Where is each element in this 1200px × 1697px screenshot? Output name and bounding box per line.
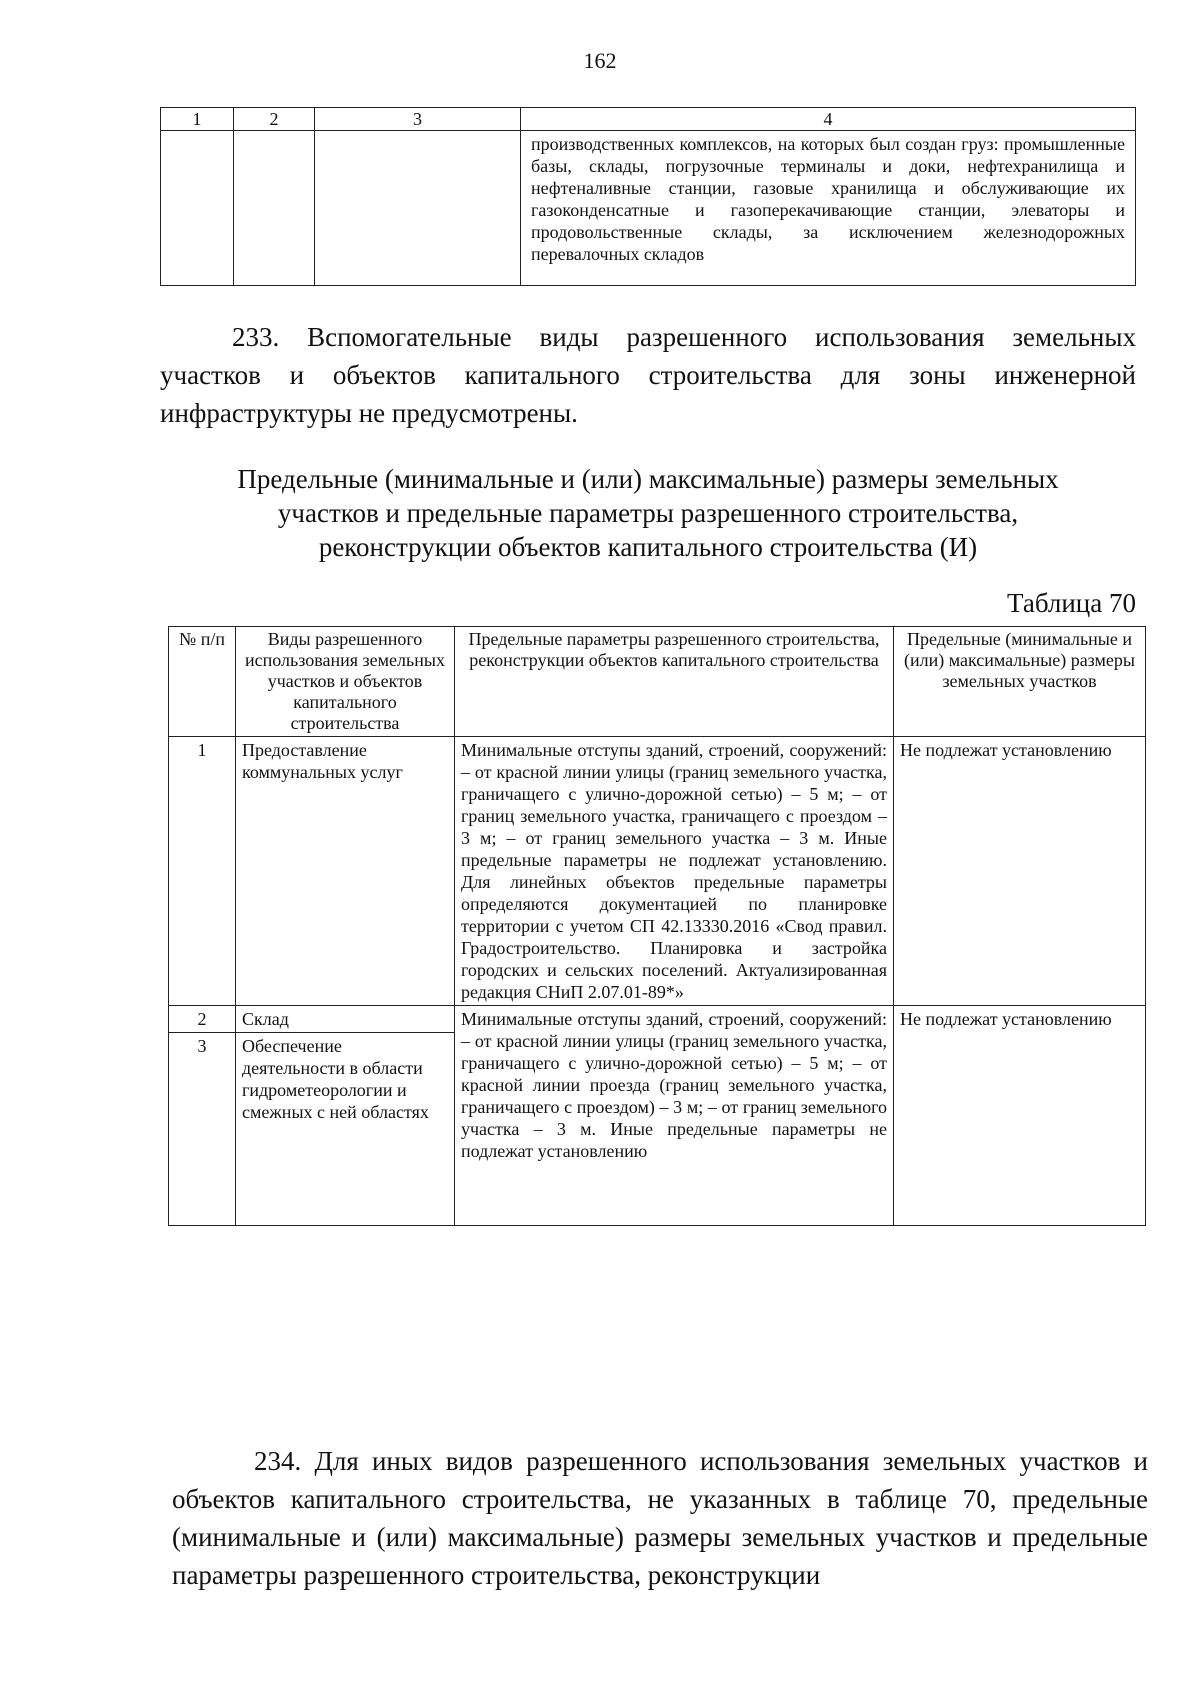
table-caption: Таблица 70 xyxy=(1007,588,1136,618)
section-heading xyxy=(160,462,1136,564)
row-type: Предоставление коммунальных услуг xyxy=(236,737,455,1006)
table-row xyxy=(169,1006,1146,1033)
continuation-table-header xyxy=(161,108,1136,131)
continuation-table-row xyxy=(161,131,1136,286)
cell-col-4: производственных комплексов, на которых был создан груз: промышленные базы, склады, погрузочные терминалы и доки, нефтехранилища и нефтеналивные станции, газовые хранилища и обслуживающие их газоконденсатные и газоперекачивающие станции, элеваторы и продовольственные склады, за исключением железнодорожных перевалочных складов xyxy=(521,131,1136,286)
row-num: 1 xyxy=(169,737,236,1006)
cell-col-3 xyxy=(315,131,521,286)
row-num: 2 xyxy=(169,1006,236,1033)
row-params-merged: Минимальные отступы зданий, строений, сооружений: – от красной линии улицы (границ земельного участка, граничащего с улично-дорожной сетью) – 5 м; – от красной линии проезда (границ земельного участка, граничащего с проездом) – 3 м; – от границ земельного участка – 3 м. Иные предельные параметры не подлежат установлению xyxy=(455,1006,894,1226)
header-col-1: 1 xyxy=(161,108,234,131)
header-col-4: 4 xyxy=(521,108,1136,131)
header-params: Предельные параметры разрешенного строительства, реконструкции объектов капитального строительства xyxy=(455,627,894,737)
row-type: Склад xyxy=(236,1006,455,1033)
heading-line-1: Предельные (минимальные и (или) максимальные) размеры земельных xyxy=(237,464,1059,494)
row-type: Обеспечение деятельности в области гидрометеорологии и смежных с ней областях xyxy=(236,1033,455,1226)
row-sizes-merged: Не подлежат установлению xyxy=(894,1006,1146,1226)
heading-line-3: реконструкции объектов капитального строительства (И) xyxy=(318,532,978,562)
table-70-header xyxy=(169,627,1146,737)
table-row xyxy=(169,737,1146,1006)
heading-line-2: участков и предельные параметры разрешенного строительства, xyxy=(277,498,1019,528)
continuation-table xyxy=(160,107,1136,286)
table-70 xyxy=(168,626,1146,1226)
row-params: Минимальные отступы зданий, строений, сооружений: – от красной линии улицы (границ земельного участка, граничащего с улично-дорожной сетью) – 5 м; – от границ земельного участка, граничащего с проездом – 3 м; – от границ земельного участка – 3 м. Иные предельные параметры не подлежат установлению. Для линейных объектов предельные параметры определяются документацией по планировке территории с учетом СП 42.13330.2016 «Свод правил. Градостроительство. Планировка и застройка городских и сельских поселений. Актуализированная редакция СНиП 2.07.01-89*» xyxy=(455,737,894,1006)
header-types: Виды разрешенного использования земельных участков и объектов капитального строительства xyxy=(236,627,455,737)
paragraph-234: 234. Для иных видов разрешенного использования земельных участков и объектов капитального строительства, не указанных в таблице 70, предельные (минимальные и (или) максимальные) размеры земельных участков и предельные параметры разрешенного строительства, реконструкции xyxy=(172,1446,1148,1590)
row-num: 3 xyxy=(169,1033,236,1226)
header-sizes: Предельные (минимальные и (или) максимальные) размеры земельных участков xyxy=(894,627,1146,737)
cell-col-1 xyxy=(161,131,234,286)
row-sizes: Не подлежат установлению xyxy=(894,737,1146,1006)
header-num: № п/п xyxy=(169,627,236,737)
paragraph-233: 233. Вспомогательные виды разрешенного использования земельных участков и объектов капитального строительства для зоны инженерной инфраструктуры не предусмотрены. xyxy=(160,322,1136,428)
header-col-3: 3 xyxy=(315,108,521,131)
header-col-2: 2 xyxy=(234,108,315,131)
cell-col-2 xyxy=(234,131,315,286)
page-number: 162 xyxy=(583,48,617,73)
